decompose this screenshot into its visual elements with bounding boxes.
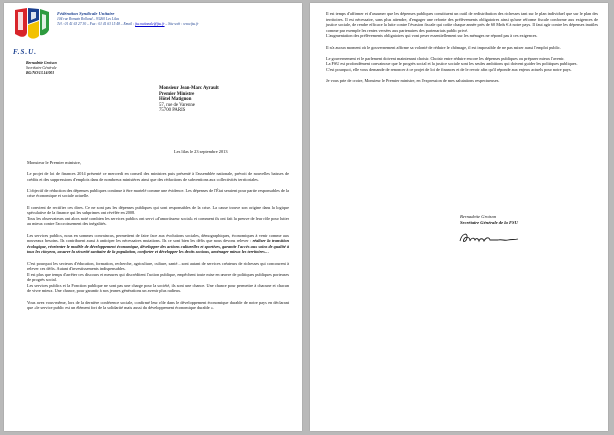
sender-block xyxy=(26,61,57,76)
recipient-block xyxy=(159,86,219,114)
sender-title: Secrétaire Générale xyxy=(26,66,57,70)
letter-body-left xyxy=(27,171,289,316)
fsu-logo xyxy=(13,6,51,48)
signature-block xyxy=(460,214,518,226)
paragraph: Le gouvernement et le parlement doivent maintenant choisir. Choisir entre réduire encore les dépenses publiques ou préparer mieux l'avenir. La FSU est profondément convaincue que le progrès social et la justice sociale sont les seules ambitions qui doivent guider les politiques publiques. C'est pourquoi, elle vous demande de renoncer à ce projet de loi de finances et de le revoir afin qu'il réponde aux enjeux actuels pour notre pays. xyxy=(326,55,578,72)
sender-ref: BG/NO/13.14/001 xyxy=(26,71,55,75)
paragraph-with-emphasis: Les services publics, nous en sommes convaincus, permettent de faire face aux évolutions sociales, démographiques, économiques à venir comme aux nouveaux besoins. Ils contribuent aussi à anticiper les nécessaires mutations. Ils ce sont bien les défis que nous devons relever : réaliser la transition écologique, réorienter le modèle de développement économique, développer des actions culturelles et sportives, garantir l'accès aux soins de qualité à tous les citoyens, assurer la sécurité sanitaire de la population, conforter et développer les droits sociaux, aménager mieux les territoires… xyxy=(27,232,289,255)
email-link[interactable]: fsu.nationale@fsu.fr xyxy=(135,22,165,26)
salutation: Monsieur le Premier ministre, xyxy=(27,160,81,165)
paragraph: Il n'a aucun moment où le gouvernement affirme sa volonté de réduire le chômage, il est impossible de ne pas mixer aussi l'emploi public. xyxy=(326,44,561,50)
contact-prefix: Tél : 01 41 63 27 30 – Fax : 01 41 63 15 48 – Email : xyxy=(57,22,136,26)
org-name: Fédération Syndicale Unitaire xyxy=(57,11,115,16)
paragraph: Vous avez vous-même, lors de la dernière conférence sociale, confirmé leur rôle dans le développement économique durable de notre pays en déclarant que «le service public est un élément fort de la solidarité mais aussi du développement économique durable ». xyxy=(27,299,289,311)
recipient-street: 57, rue de Varenne xyxy=(159,102,195,108)
handwritten-signature xyxy=(458,229,522,247)
closing-paragraph: Je vous prie de croire, Monsieur le Premier ministre, en l'expression de mes salutations respectueuses. xyxy=(326,78,500,84)
paragraph: L'objectif de réduction des dépenses publiques continue à être martelé comme une évidence. Les dépenses de l'État seraient pour partie responsables de la crise économique et sociale actuelle. xyxy=(27,187,289,199)
contact-suffix: – Site web : www.fsu.fr xyxy=(164,22,199,26)
recipient-office: Hôtel Matignon xyxy=(159,97,192,103)
recipient-name: Monsieur Jean-Marc Ayrault xyxy=(159,86,219,91)
fsu-wordmark: F.S.U. xyxy=(13,48,37,56)
place-date: Les lilas le 23 septembre 2013 xyxy=(174,149,228,154)
letter-page-1 xyxy=(4,3,302,431)
signer-name: Bernadette Groison xyxy=(460,214,497,219)
letter-body-right xyxy=(326,11,598,89)
recipient-title: Premier Ministre xyxy=(159,91,195,97)
letterhead xyxy=(57,11,297,26)
letter-page-2 xyxy=(310,3,608,431)
paragraph: Il est temps d'affirmer et d'assumer que les dépenses publiques constituent un outil de redistribution des richesses tant sur le plan individuel que sur le plan des territoires. Il est nécessaire, sans plus attendre, d'engager une refonte des prélèvements obligatoires ainsi qu'une réforme fiscale conforme aux exigences de justice sociale, de rendre efficace la lutte contre l'évasion fiscale qui coûte chaque année près de 60 Mrds € à notre pays. Il faut agir contre les dépenses inutiles comme par exemple les rentes versées aux partenaires des partenariats public privé. L'augmentation des prélèvements obligatoires qui vont peser essentiellement sur les ménages ne répond pas à ces exigences. xyxy=(326,11,598,39)
paragraph: C'est pourquoi les secteurs d'éducation, formation, recherche, agriculture, culture, santé…sont autant de services créateurs de richesses qui concourent à relever ces défis. Autant d'investissements indispensables. Il est plus que temps d'arrêter ces discours et mesures qui discréditent l'action publique, empêchent toute mise en œuvre de politiques publiques porteuses de progrès social. Les services publics et la Fonction publique ne sont pas une charge pour la société, ils sont une chance. Une chance pour permettre à chacune et chacun de vivre mieux. Une chance, pour garantir à nos jeunes générations un avenir plus radieux. xyxy=(27,260,289,294)
signer-title: Secrétaire Générale de la FSU xyxy=(460,220,518,225)
sender-name: Bernadette Groison xyxy=(26,61,57,65)
paragraph: Il convient de rectifier ces dires. Ce ne sont pas les dépenses publiques qui sont responsables de la crise. La cause trouve son origine dans la logique spéculative de la finance qui les subprimes ont révélée en 2008. Tous les observateurs ont alors noté combien les services publics ont servi «d'amortisseur social» et comment ils ont fait la preuve de leur rôle pour lutter au mieux contre l'accroissement des inégalités. xyxy=(27,204,289,227)
org-address: 104 rue Romain Rolland – 93260 Les Lilas xyxy=(57,17,119,21)
recipient-city: 75700 PARIS xyxy=(159,108,186,114)
paragraph: Le projet de loi de finances 2014 présenté ce mercredi en conseil des ministres puis présenté à l'assemblée nationale, prévoit de nouvelles baisses de crédits et des suppressions d'emplois dans de nombreux ministères ainsi que des réductions de subventions aux collectivités territoriales. xyxy=(27,171,289,182)
org-contact xyxy=(57,22,297,26)
emphasis-text: réaliser la transition écologique, réorienter le modèle de développement économique, développer des actions culturelles et sportives, garantir l'accès aux soins de qualité à tous les citoyens, assurer la sécurité sanitaire de la population, conforter et développer les droits sociaux, aménager mieux les territoires… xyxy=(27,238,289,255)
